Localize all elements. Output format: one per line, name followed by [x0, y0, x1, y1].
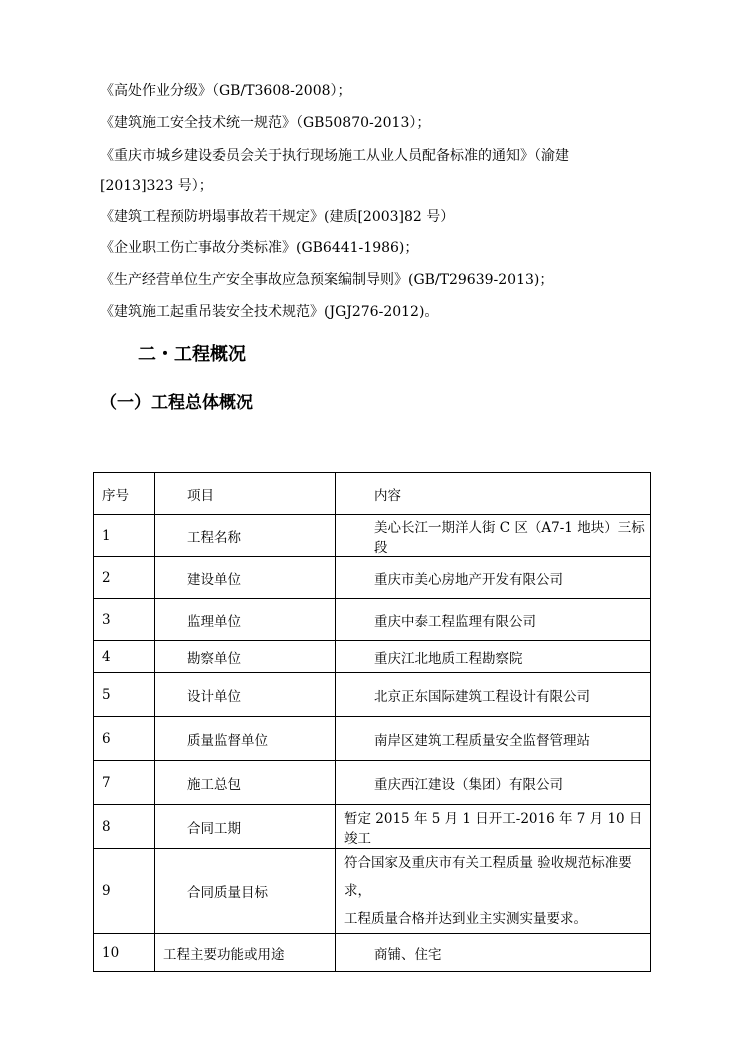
table-row: [94, 515, 651, 557]
row-content: 商铺、住宅: [336, 934, 651, 972]
header-cell-index: 序号: [94, 473, 155, 515]
reference-line: [2013]323 号）；: [100, 178, 213, 194]
row-item: 设计单位: [155, 673, 336, 717]
section-title: 二・工程概况: [138, 344, 246, 365]
row-content: 南岸区建筑工程质量安全监督管理站: [336, 717, 651, 761]
row-content: [336, 849, 651, 934]
reference-line: 《企业职工伤亡事故分类标准》(GB6441-1986)；: [100, 240, 419, 256]
row-index: 3: [94, 599, 155, 641]
row-index: 2: [94, 557, 155, 599]
header-cell-item: 项目: [155, 473, 336, 515]
table-row: [94, 641, 651, 673]
header-cell-content: 内容: [336, 473, 651, 515]
reference-line: 《生产经营单位生产安全事故应急预案编制导则》(GB/T29639-2013)；: [100, 272, 554, 288]
table-header-row: [94, 473, 651, 515]
reference-line: 《高处作业分级》（GB/T3608-2008）；: [100, 83, 352, 99]
row-index: 6: [94, 717, 155, 761]
row-index: 9: [94, 849, 155, 934]
row-content: 重庆市美心房地产开发有限公司: [336, 557, 651, 599]
table-row: [94, 717, 651, 761]
table-row: [94, 849, 651, 934]
row-index: 5: [94, 673, 155, 717]
table-row: [94, 673, 651, 717]
row-index: 8: [94, 805, 155, 849]
row-item: 工程名称: [155, 515, 336, 557]
row-item: 施工总包: [155, 761, 336, 805]
row-item: 工程主要功能或用途: [155, 934, 336, 972]
row-content: 重庆中泰工程监理有限公司: [336, 599, 651, 641]
row-item: 建设单位: [155, 557, 336, 599]
table-row: [94, 934, 651, 972]
row-index: 4: [94, 641, 155, 673]
row-index: 7: [94, 761, 155, 805]
row-content-line: 符合国家及重庆市有关工程质量 验收规范标准要求，: [344, 855, 632, 899]
row-content-line: 工程质量合格并达到业主实测实量要求。: [344, 911, 587, 927]
reference-line: 《建筑施工安全技术统一规范》（GB50870-2013）；: [100, 115, 431, 131]
row-content: 暂定 2015 年 5 月 1 日开工-2016 年 7 月 10 日竣工: [336, 805, 651, 849]
row-item: 合同工期: [155, 805, 336, 849]
row-item: 合同质量目标: [155, 849, 336, 934]
row-index: 10: [94, 934, 155, 972]
row-content: 重庆西江建设（集团）有限公司: [336, 761, 651, 805]
table-row: [94, 557, 651, 599]
table-row: [94, 761, 651, 805]
subsection-title: （一）工程总体概况: [100, 393, 253, 413]
project-overview-table: [93, 472, 651, 972]
reference-line: 《建筑工程预防坍塌事故若干规定》(建质[2003]82 号）: [100, 209, 455, 225]
reference-line: 《建筑施工起重吊装安全技术规范》(JGJ276-2012)。: [100, 304, 439, 320]
reference-line: 《重庆市城乡建设委员会关于执行现场施工从业人员配备标准的通知》（渝建: [100, 148, 569, 164]
row-item: 监理单位: [155, 599, 336, 641]
row-index: 1: [94, 515, 155, 557]
row-content: 北京正东国际建筑工程设计有限公司: [336, 673, 651, 717]
table-row: [94, 805, 651, 849]
row-item: 质量监督单位: [155, 717, 336, 761]
row-content: 重庆江北地质工程勘察院: [336, 641, 651, 673]
table-row: [94, 599, 651, 641]
row-item: 勘察单位: [155, 641, 336, 673]
row-content: 美心长江一期洋人街 C 区（A7-1 地块）三标段: [336, 515, 651, 557]
